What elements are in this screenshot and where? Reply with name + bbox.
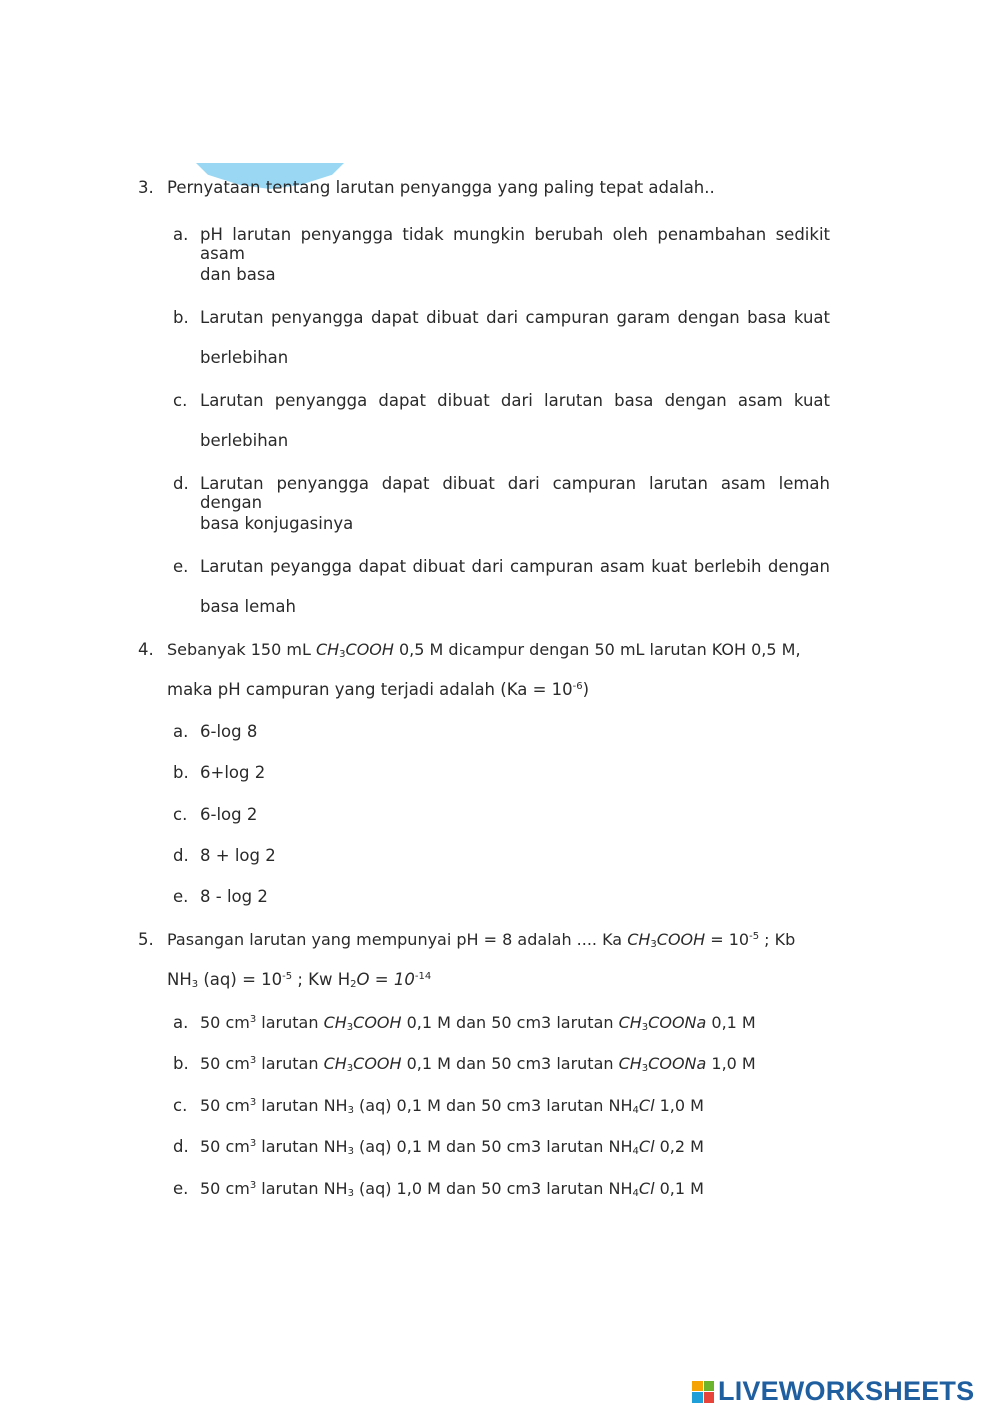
option-text: 50 cm (200, 1137, 250, 1156)
subscript: 4 (632, 1105, 639, 1116)
question-stem-line2 (167, 970, 431, 990)
option-letter: c. (173, 805, 188, 824)
formula: O = 10 (356, 970, 415, 989)
option-text: 50 cm (200, 1096, 250, 1115)
subscript: 4 (632, 1146, 639, 1157)
formula: CH (315, 640, 340, 659)
option-text: 0,1 M dan 50 cm3 larutan (401, 1054, 619, 1073)
option-b: 6+log 2 (200, 763, 266, 782)
option-text: 0,1 M (654, 1179, 704, 1198)
question-stem (167, 640, 801, 660)
question-stem-line2 (167, 680, 589, 699)
subscript: 3 (347, 1188, 354, 1199)
stem-text: (aq) = 10 (198, 970, 283, 989)
option-e (200, 1179, 704, 1199)
question-number: 4. (138, 640, 154, 659)
option-text: larutan NH (256, 1179, 348, 1198)
superscript: 3 (249, 1180, 257, 1191)
question-number: 5. (138, 930, 154, 949)
subscript: 3 (346, 1022, 354, 1033)
liveworksheets-logo[interactable] (692, 1376, 974, 1407)
option-letter: d. (173, 1137, 189, 1156)
option-text: 50 cm (200, 1013, 250, 1032)
option-letter: e. (173, 557, 189, 576)
option-text: larutan NH (256, 1096, 348, 1115)
superscript: -5 (749, 931, 760, 942)
option-a-line1: pH larutan penyangga tidak mungkin berubah oleh penambahan sedikit asam (200, 225, 830, 263)
formula: COOH (353, 1054, 402, 1073)
superscript: 3 (249, 1097, 257, 1108)
option-text: larutan (256, 1054, 324, 1073)
option-letter: a. (173, 225, 189, 244)
subscript: 3 (347, 1105, 354, 1116)
formula: COOH (656, 930, 706, 949)
option-text: 0,2 M (654, 1137, 704, 1156)
option-e: 8 - log 2 (200, 887, 268, 906)
option-b (200, 1054, 756, 1074)
subscript: 3 (339, 649, 346, 660)
option-c (200, 1096, 704, 1116)
option-d-line2: basa konjugasinya (200, 514, 354, 533)
option-a-line2: dan basa (200, 265, 276, 284)
stem-text: Pasangan larutan yang mempunyai pH = 8 adalah .... Ka (167, 930, 628, 949)
stem-text: = 10 (705, 930, 750, 949)
subscript: 3 (641, 1063, 649, 1074)
option-letter: c. (173, 1096, 188, 1115)
logo-square (692, 1392, 703, 1403)
superscript: -6 (572, 681, 583, 692)
subscript: 3 (191, 979, 199, 990)
superscript: -5 (282, 971, 293, 982)
stem-text: Sebanyak 150 mL (167, 640, 316, 659)
option-c-line2: berlebihan (200, 431, 289, 450)
option-letter: c. (173, 391, 188, 410)
logo-grid-icon (692, 1381, 714, 1403)
option-letter: d. (173, 474, 189, 493)
subscript: 3 (347, 1146, 354, 1157)
subscript: 3 (346, 1063, 354, 1074)
formula: Cl (638, 1179, 655, 1198)
option-letter: b. (173, 763, 189, 782)
option-d: 8 + log 2 (200, 846, 276, 865)
option-letter: a. (173, 1013, 189, 1032)
option-d (200, 1137, 704, 1157)
formula: CH (323, 1013, 347, 1032)
option-d-line1: Larutan penyangga dapat dibuat dari campuran larutan asam lemah dengan (200, 474, 830, 512)
stem-text: 0,5 M dicampur dengan 50 mL larutan KOH 0,5 M, (393, 640, 801, 659)
stem-text: ; Kw H (292, 970, 351, 989)
option-a: 6-log 8 (200, 722, 258, 741)
option-c-line1: Larutan penyangga dapat dibuat dari larutan basa dengan asam kuat (200, 391, 830, 410)
subscript: 2 (350, 979, 357, 990)
option-e-line1: Larutan peyangga dapat dibuat dari campuran asam kuat berlebih dengan (200, 557, 830, 576)
option-b-line2: berlebihan (200, 348, 289, 367)
subscript: 3 (650, 939, 657, 950)
superscript: 3 (249, 1014, 257, 1025)
question-number: 3. (138, 178, 154, 197)
formula: COOH (353, 1013, 402, 1032)
superscript: 3 (249, 1138, 257, 1149)
formula: Cl (638, 1137, 655, 1156)
option-a (200, 1013, 756, 1033)
option-letter: a. (173, 722, 189, 741)
brand-name: LIVEWORKSHEETS (718, 1376, 975, 1406)
option-letter: e. (173, 887, 189, 906)
stem-text: ; Kb (759, 930, 796, 949)
option-text: 1,0 M (706, 1054, 756, 1073)
formula: CH (618, 1054, 642, 1073)
formula: COONa (648, 1054, 707, 1073)
stem-text: ) (582, 680, 590, 699)
option-text: larutan NH (256, 1137, 348, 1156)
option-text: (aq) 0,1 M dan 50 cm3 larutan NH (353, 1096, 633, 1115)
option-text: 0,1 M (706, 1013, 756, 1032)
logo-square (704, 1381, 715, 1392)
option-letter: e. (173, 1179, 189, 1198)
formula: CH (618, 1013, 642, 1032)
formula: CH (627, 930, 651, 949)
logo-square (704, 1392, 715, 1403)
option-b-line1: Larutan penyangga dapat dibuat dari campuran garam dengan basa kuat (200, 308, 830, 327)
option-e-line2: basa lemah (200, 597, 296, 616)
option-letter: d. (173, 846, 189, 865)
stem-text: NH (167, 970, 192, 989)
option-text: (aq) 1,0 M dan 50 cm3 larutan NH (353, 1179, 633, 1198)
formula: CH (323, 1054, 347, 1073)
question-stem: Pernyataan tentang larutan penyangga yang paling tepat adalah.. (167, 178, 715, 197)
formula: Cl (638, 1096, 655, 1115)
stem-text: maka pH campuran yang terjadi adalah (Ka = 10 (167, 680, 573, 699)
option-letter: b. (173, 308, 189, 327)
superscript: 3 (249, 1055, 257, 1066)
option-text: 1,0 M (654, 1096, 704, 1115)
option-text: 50 cm (200, 1054, 250, 1073)
option-letter: b. (173, 1054, 189, 1073)
option-text: 0,1 M dan 50 cm3 larutan (401, 1013, 619, 1032)
subscript: 4 (632, 1188, 639, 1199)
logo-square (692, 1381, 703, 1392)
formula: COOH (345, 640, 394, 659)
question-stem (167, 930, 795, 950)
formula: COONa (648, 1013, 707, 1032)
option-text: (aq) 0,1 M dan 50 cm3 larutan NH (353, 1137, 633, 1156)
subscript: 3 (641, 1022, 649, 1033)
option-text: larutan (256, 1013, 324, 1032)
option-c: 6-log 2 (200, 805, 258, 824)
option-text: 50 cm (200, 1179, 250, 1198)
superscript: -14 (414, 971, 432, 982)
